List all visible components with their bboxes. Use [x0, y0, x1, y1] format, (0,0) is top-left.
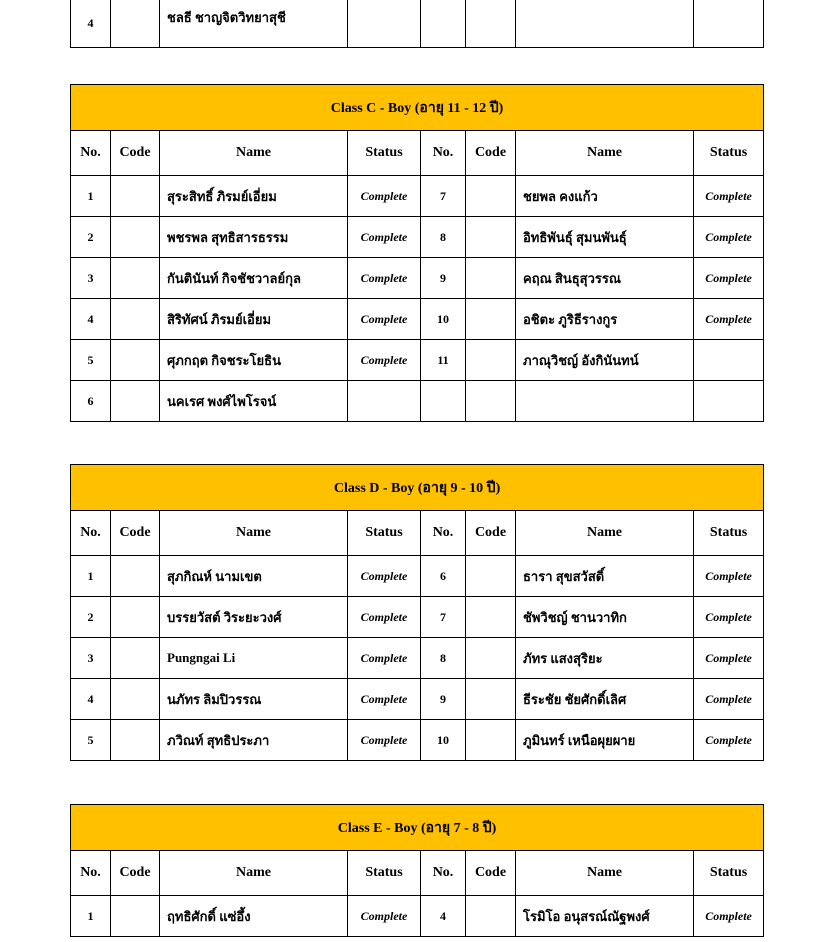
status-cell-2: Complete [694, 258, 764, 299]
code-cell [111, 0, 160, 48]
header-name: Name [160, 851, 348, 896]
student-name: Pungngai Li [160, 638, 348, 679]
student-name: สิริทัศน์ ภิรมย์เอี่ยม [160, 299, 348, 340]
header-status-2: Status [694, 511, 764, 556]
row-number: 4 [71, 0, 111, 48]
student-name-2: ธารา สุขสวัสดิ์ [516, 556, 694, 597]
student-name-2: ภูมินทร์ เหนือผุยผาย [516, 720, 694, 761]
code-cell [111, 217, 160, 258]
row-number: 1 [71, 556, 111, 597]
student-name: บรรยวัสต์ วิระยะวงศ์ [160, 597, 348, 638]
header-name-2: Name [516, 131, 694, 176]
status-cell-2: Complete [694, 638, 764, 679]
student-name: สุภกิณห์ นามเขต [160, 556, 348, 597]
status-cell: Complete [348, 638, 421, 679]
status-cell: Complete [348, 720, 421, 761]
row-number: 4 [71, 299, 111, 340]
code-cell-2 [466, 0, 516, 48]
top-partial-table [70, 0, 764, 48]
class-c-table [70, 84, 764, 422]
header-code-2: Code [466, 131, 516, 176]
status-cell: Complete [348, 556, 421, 597]
row-number-2: 10 [421, 299, 466, 340]
header-no: No. [71, 131, 111, 176]
student-name-2: อชิตะ ภูริธีรางกูร [516, 299, 694, 340]
code-cell-2 [466, 381, 516, 422]
header-status-2: Status [694, 131, 764, 176]
row-number-2: 7 [421, 176, 466, 217]
status-cell-2 [694, 340, 764, 381]
header-status: Status [348, 511, 421, 556]
status-cell-2: Complete [694, 299, 764, 340]
class-title-row [71, 805, 764, 851]
status-cell: Complete [348, 896, 421, 937]
row-number-2 [421, 0, 466, 48]
table-row [71, 176, 764, 217]
class-title-row [71, 465, 764, 511]
status-cell: Complete [348, 597, 421, 638]
student-name-2: ชัพวิชญ์ ชานวาทิก [516, 597, 694, 638]
header-no-2: No. [421, 851, 466, 896]
student-name: สุระสิทธิ์ ภิรมย์เอี่ยม [160, 176, 348, 217]
student-name-2: คฤณ สินธุสุวรรณ [516, 258, 694, 299]
student-name-2: ธีระชัย ชัยศักดิ์เลิศ [516, 679, 694, 720]
header-code-2: Code [466, 511, 516, 556]
class-title: Class C - Boy (อายุ 11 - 12 ปี) [71, 85, 764, 131]
student-name: กันตินันท์ กิจชัชวาลย์กุล [160, 258, 348, 299]
status-cell: Complete [348, 217, 421, 258]
code-cell-2 [466, 217, 516, 258]
header-name: Name [160, 131, 348, 176]
header-code: Code [111, 131, 160, 176]
row-number: 6 [71, 381, 111, 422]
status-cell [348, 0, 421, 48]
header-row [71, 131, 764, 176]
table-row [71, 556, 764, 597]
row-number: 4 [71, 679, 111, 720]
student-name: ภวิณท์ สุทธิประภา [160, 720, 348, 761]
class-e-table [70, 804, 764, 937]
status-cell: Complete [348, 340, 421, 381]
header-name: Name [160, 511, 348, 556]
header-name-2: Name [516, 851, 694, 896]
student-name-2: โรมิโอ อนุสรณ์ณัฐพงศ์ [516, 896, 694, 937]
status-cell-2: Complete [694, 896, 764, 937]
status-cell-2: Complete [694, 720, 764, 761]
header-code-2: Code [466, 851, 516, 896]
student-name-2 [516, 381, 694, 422]
table-row [71, 638, 764, 679]
status-cell-2: Complete [694, 217, 764, 258]
header-status-2: Status [694, 851, 764, 896]
table-row [71, 896, 764, 937]
student-name: นคเรศ พงศ์ไพโรจน์ [160, 381, 348, 422]
header-row [71, 851, 764, 896]
header-code: Code [111, 851, 160, 896]
header-name-2: Name [516, 511, 694, 556]
student-name: ฤทธิศักดิ์ แซ่อึ้ง [160, 896, 348, 937]
code-cell [111, 299, 160, 340]
table-row [71, 679, 764, 720]
status-cell: Complete [348, 679, 421, 720]
row-number-2: 9 [421, 679, 466, 720]
header-no: No. [71, 511, 111, 556]
class-title: Class D - Boy (อายุ 9 - 10 ปี) [71, 465, 764, 511]
code-cell [111, 896, 160, 937]
status-cell: Complete [348, 176, 421, 217]
header-status: Status [348, 851, 421, 896]
student-name-2: ภัทร แสงสุริยะ [516, 638, 694, 679]
code-cell-2 [466, 340, 516, 381]
header-no-2: No. [421, 131, 466, 176]
status-cell [348, 381, 421, 422]
status-cell-2: Complete [694, 556, 764, 597]
code-cell [111, 176, 160, 217]
row-number: 2 [71, 597, 111, 638]
code-cell-2 [466, 556, 516, 597]
class-title-row [71, 85, 764, 131]
student-name: นภัทร ลิมปิวรรณ [160, 679, 348, 720]
row-number-2: 6 [421, 556, 466, 597]
table-row [71, 597, 764, 638]
code-cell [111, 381, 160, 422]
code-cell-2 [466, 638, 516, 679]
code-cell-2 [466, 258, 516, 299]
table-row [71, 0, 764, 48]
code-cell-2 [466, 176, 516, 217]
code-cell-2 [466, 597, 516, 638]
code-cell [111, 720, 160, 761]
row-number-2: 8 [421, 638, 466, 679]
table-row [71, 217, 764, 258]
student-name: ชลธี ชาญจิตวิทยาสุชี [160, 0, 348, 48]
table-row [71, 258, 764, 299]
header-row [71, 511, 764, 556]
row-number: 2 [71, 217, 111, 258]
status-cell-2 [694, 381, 764, 422]
student-name: พชรพล สุทธิสารธรรม [160, 217, 348, 258]
table-row [71, 299, 764, 340]
header-no-2: No. [421, 511, 466, 556]
status-cell-2: Complete [694, 176, 764, 217]
row-number: 5 [71, 340, 111, 381]
student-name-2 [516, 0, 694, 48]
row-number: 3 [71, 258, 111, 299]
row-number: 5 [71, 720, 111, 761]
header-status: Status [348, 131, 421, 176]
code-cell [111, 556, 160, 597]
row-number-2: 7 [421, 597, 466, 638]
code-cell [111, 340, 160, 381]
table-row [71, 381, 764, 422]
class-title: Class E - Boy (อายุ 7 - 8 ปี) [71, 805, 764, 851]
table-row [71, 720, 764, 761]
status-cell-2 [694, 0, 764, 48]
status-cell-2: Complete [694, 679, 764, 720]
table-row [71, 340, 764, 381]
row-number: 1 [71, 176, 111, 217]
code-cell [111, 638, 160, 679]
row-number-2 [421, 381, 466, 422]
student-name: ศุภกฤต กิจชระโยธิน [160, 340, 348, 381]
code-cell-2 [466, 299, 516, 340]
row-number: 1 [71, 896, 111, 937]
code-cell [111, 258, 160, 299]
row-number-2: 4 [421, 896, 466, 937]
row-number-2: 9 [421, 258, 466, 299]
status-cell: Complete [348, 299, 421, 340]
row-number-2: 10 [421, 720, 466, 761]
code-cell-2 [466, 720, 516, 761]
header-code: Code [111, 511, 160, 556]
student-name-2: อิทธิพันธุ์ สุมนพันธุ์ [516, 217, 694, 258]
row-number-2: 8 [421, 217, 466, 258]
row-number: 3 [71, 638, 111, 679]
row-number-2: 11 [421, 340, 466, 381]
header-no: No. [71, 851, 111, 896]
code-cell [111, 597, 160, 638]
status-cell: Complete [348, 258, 421, 299]
status-cell-2: Complete [694, 597, 764, 638]
class-d-table [70, 464, 764, 761]
code-cell-2 [466, 896, 516, 937]
student-name-2: ภาณุวิชญ์ อังกินันทน์ [516, 340, 694, 381]
code-cell-2 [466, 679, 516, 720]
code-cell [111, 679, 160, 720]
student-name-2: ชยพล คงแก้ว [516, 176, 694, 217]
